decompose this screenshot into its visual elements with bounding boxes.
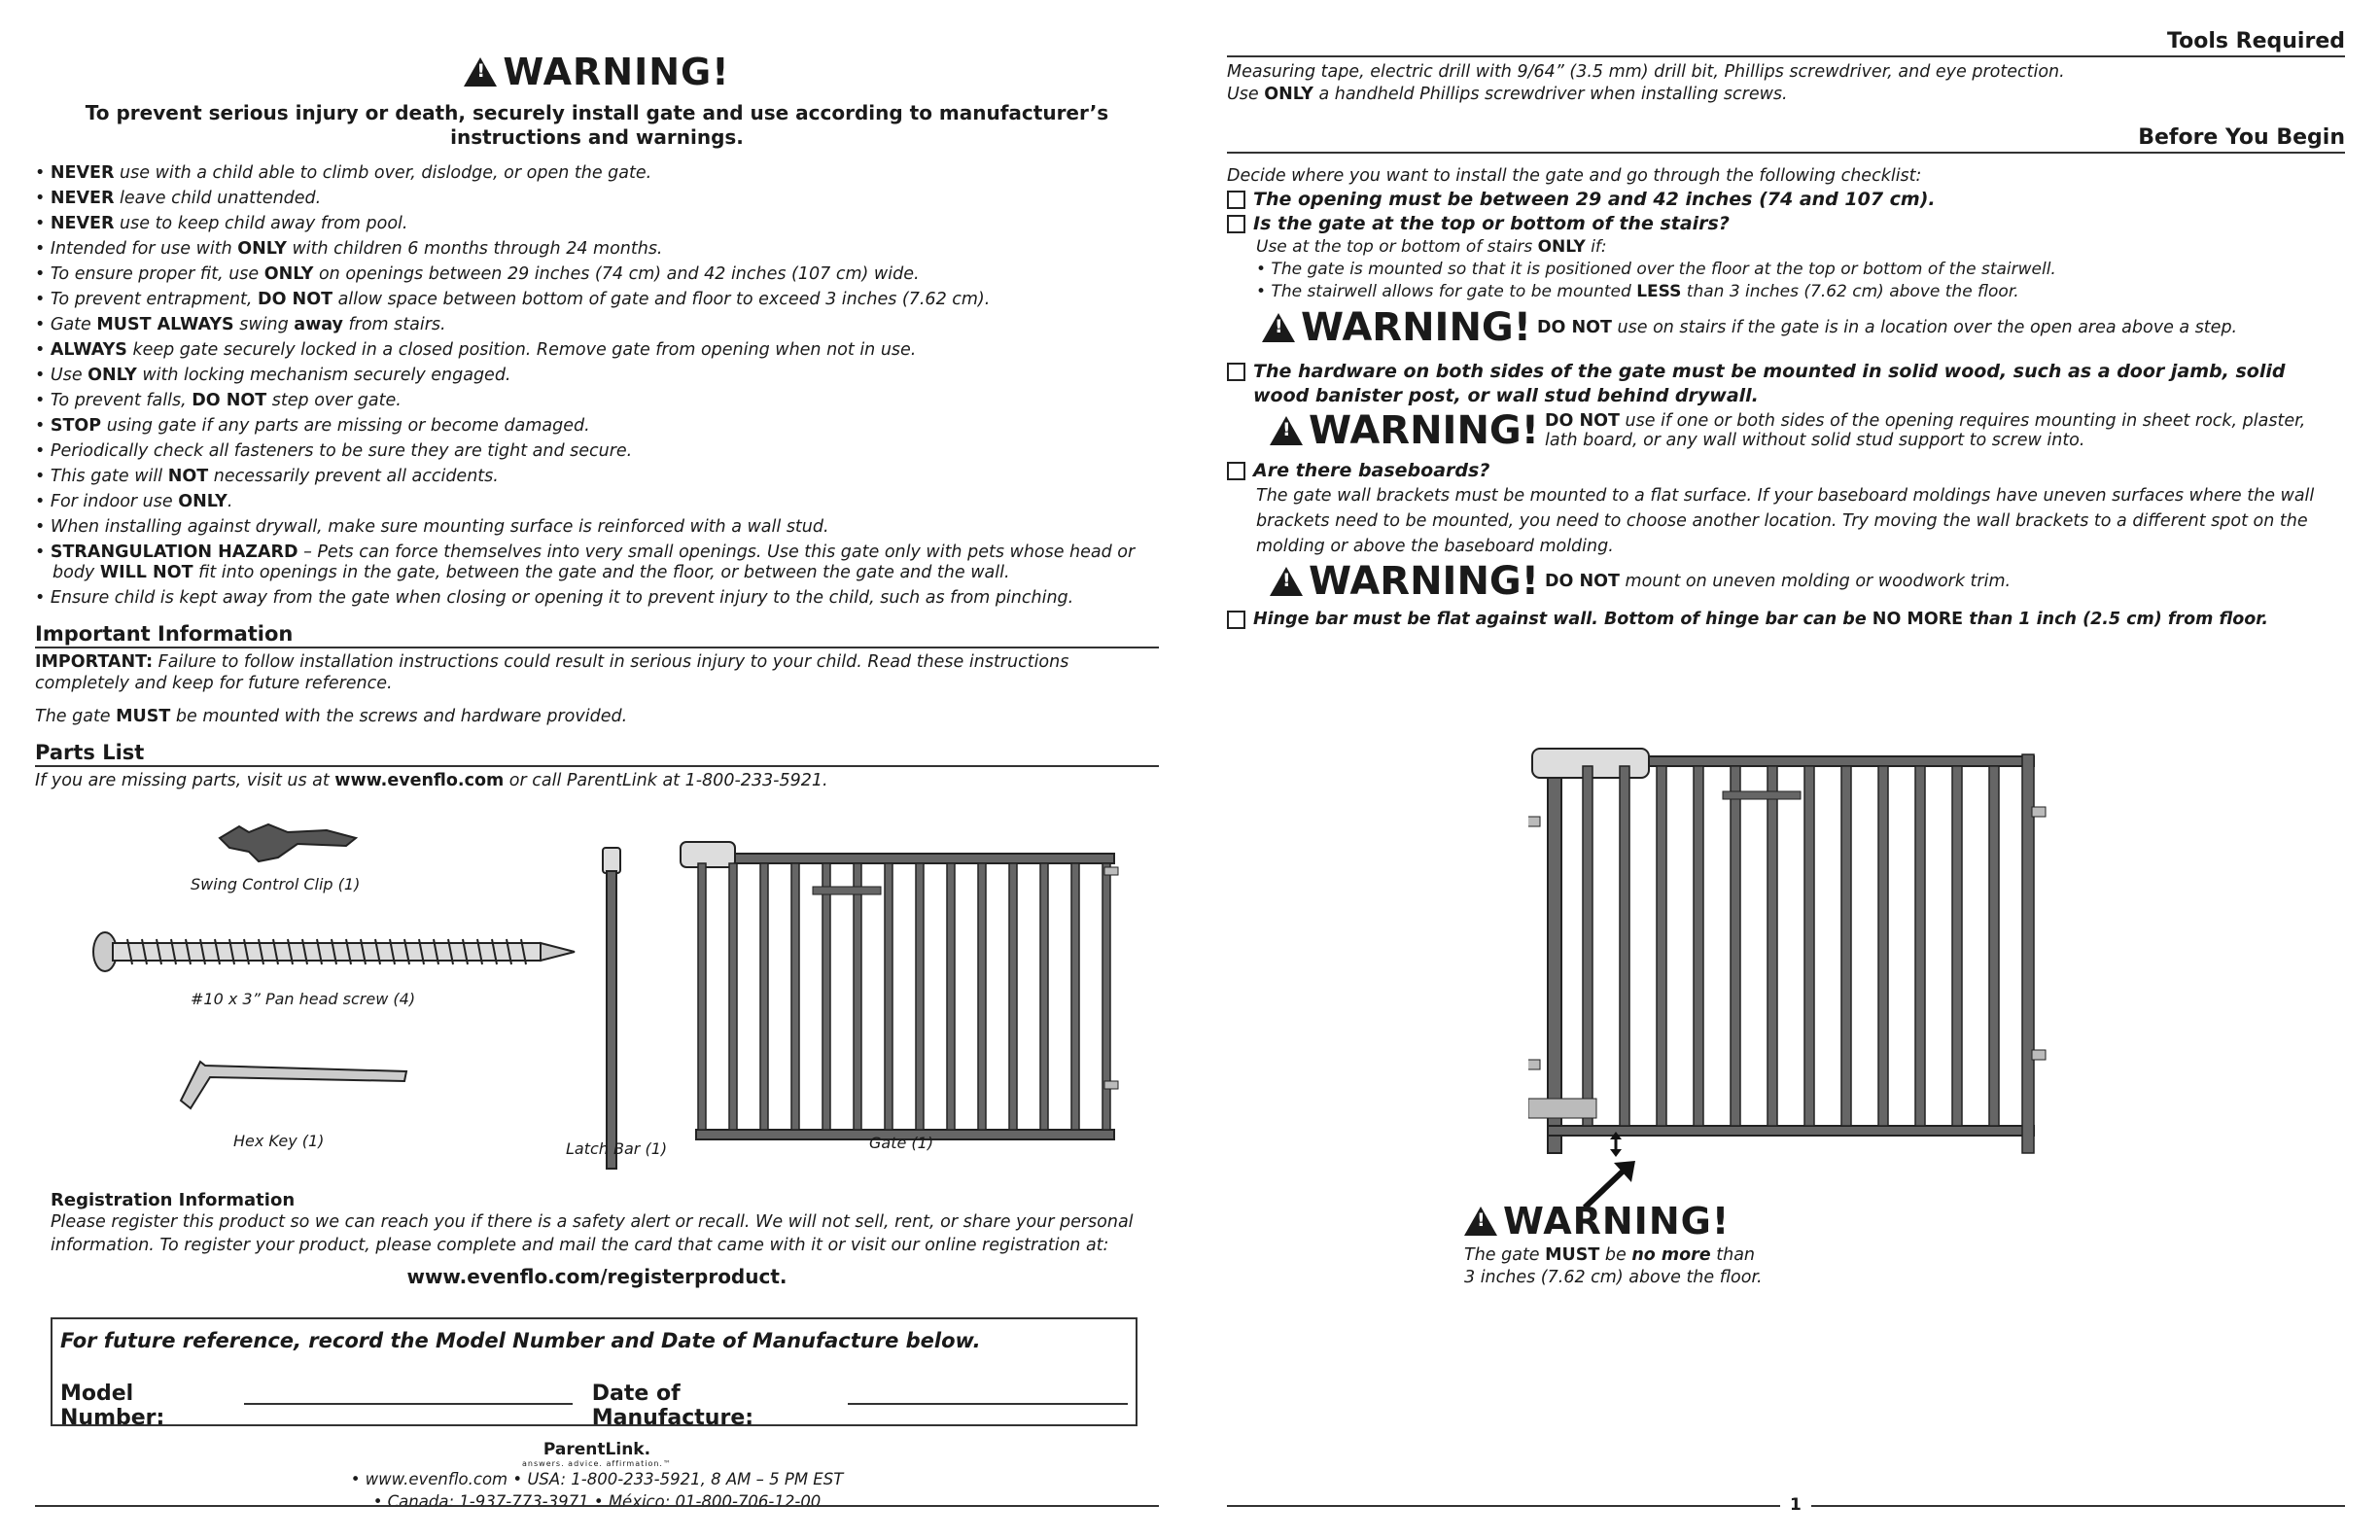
important-heading: Important Information [35,622,1159,648]
warning-bullet: • ALWAYS keep gate securely locked in a closed position. Remove gate from opening when not in use. [35,340,1159,361]
checkbox[interactable] [1227,215,1245,233]
left-bottom-rule [35,1505,1159,1507]
footer [35,1440,1159,1513]
stairs-bullet-1: • The gate is mounted so that it is positioned over the floor at the top or bottom of the stairwell. [1256,260,2056,279]
gate-warning-line-1: The gate MUST be no more than [1464,1245,1756,1265]
warning-bullet: • NEVER leave child unattended. [35,189,1159,209]
warning-triangle-icon [1262,313,1295,342]
checklist-item-3: The hardware on both sides of the gate must be mounted in solid wood, such as a door jamb, solid wood banister post, or wall stud behind drywall. [1227,360,2345,408]
evenflo-link[interactable]: www.evenflo.com [334,771,505,790]
missing-parts-text: If you are missing parts, visit us at www.evenflo.com or call ParentLink at 1-800-233-5921. [35,771,828,790]
warning-bullet: • Gate MUST ALWAYS swing away from stairs. [35,315,1159,335]
page-number: 1 [1780,1495,1811,1515]
warning-triangle-icon [464,57,497,87]
right-column [1227,0,2345,632]
model-number-label: Model Number: [60,1382,165,1430]
important-text: IMPORTANT: Failure to follow installation instructions could result in serious injury to your child. Read these instructions completely and keep for future reference. [35,652,1069,693]
registration-heading: Registration Information [51,1190,296,1210]
warning-bullet: • NEVER use with a child able to climb over, dislodge, or open the gate. [35,163,1159,184]
gate-mount-text: The gate MUST be mounted with the screws and hardware provided. [35,707,628,726]
checklist-item-4: Are there baseboards? [1227,459,2345,483]
warning-bullet: • To prevent entrapment, DO NOT allow space between bottom of gate and floor to exceed 3 inches (7.62 cm). [35,290,1159,310]
stairs-warning: ! WARNING! DO NOT use on stairs if the gate is in a location over the open area above a step. [1262,305,2345,350]
warning-bullet: • This gate will NOT necessarily prevent all accidents. [35,467,1159,487]
warning-bullet: • Ensure child is kept away from the gate when closing or opening it to prevent injury to the child, such as from pinching. [35,588,1159,609]
registration-link[interactable]: www.evenflo.com/registerproduct. [406,1265,788,1288]
molding-warning: ! WARNING! DO NOT mount on uneven molding or woodwork trim. [1270,559,2345,604]
warning-triangle-icon [1270,567,1303,596]
tools-heading: Tools Required [1227,29,2345,57]
checkbox[interactable] [1227,191,1245,209]
parts-illustration [35,791,1159,1190]
gate-warning: ! WARNING! The gate MUST be no more than 3 inches (7.62 cm) above the floor. [1464,1200,1763,1289]
warning-bullet: • STOP using gate if any parts are missing or become damaged. [35,416,1159,437]
footer-line-2: • Canada: 1-937-773-3971 • México: 01-800-706-12-00 [372,1492,822,1511]
warning-bullet: • To prevent falls, DO NOT step over gate. [35,391,1159,411]
gate-warning-line-2: 3 inches (7.62 cm) above the floor. [1464,1268,1763,1287]
hex-key-caption: Hex Key (1) [233,1132,325,1150]
before-intro: Decide where you want to install the gate and go through the following checklist: [1227,166,1922,186]
footer-line-1: • www.evenflo.com • USA: 1-800-233-5921, 8 AM – 5 PM EST [350,1470,844,1488]
date-field[interactable] [848,1382,1128,1405]
checklist-item-5: Hinge bar must be flat against wall. Bottom of hinge bar can be NO MORE than 1 inch (2.5 cm) from floor. [1227,608,2345,632]
warning-title: ! WARNING! [464,51,729,93]
model-number-field[interactable] [244,1382,573,1405]
warning-header [35,51,1159,150]
screw-caption: #10 x 3” Pan head screw (4) [191,990,416,1008]
checklist-item-2: Is the gate at the top or bottom of the stairs? [1227,212,2345,236]
gate-small-image [677,838,1143,1169]
before-heading: Before You Begin [1227,125,2345,154]
warning-bullets [35,163,1159,609]
checkbox[interactable] [1227,611,1245,629]
parentlink-logo: ParentLink. [542,1440,651,1459]
stairs-bullet-2: • The stairwell allows for gate to be mounted LESS than 3 inches (7.62 cm) above the floor. [1256,282,2019,301]
warning-bullet: • Intended for use with ONLY with children 6 months through 24 months. [35,239,1159,260]
warning-bullet: • When installing against drywall, make sure mounting surface is reinforced with a wall stud. [35,517,1159,538]
record-box [51,1317,1138,1430]
hex-key-image [171,1052,424,1120]
pan-head-screw-image [84,929,589,974]
warning-bullet: • STRANGULATION HAZARD – Pets can force themselves into very small openings. Use this gate only with pets whose head or body WILL NOT fit into openings in the gate, between the gate and the floor, or between the gate and the wall. [35,542,1159,583]
left-column [35,0,1159,1513]
warning-triangle-icon [1464,1207,1497,1236]
gate-caption: Gate (1) [869,1134,934,1152]
warning-bullet: • To ensure proper fit, use ONLY on openings between 29 inches (74 cm) and 42 inches (107 cm) wide. [35,264,1159,285]
stairs-sub: Use at the top or bottom of stairs ONLY if: [1256,237,1607,257]
tools-line-1: Measuring tape, electric drill with 9/64” (3.5 mm) drill bit, Phillips screwdriver, and eye protection. [1227,62,2065,82]
latch-bar-caption: Latch Bar (1) [566,1139,668,1158]
latch-bar-image [597,844,626,1174]
drywall-warning: ! WARNING! DO NOT use if one or both sides of the opening requires mounting in sheet rock, plaster, lath board, or any wall without solid stud support to screw into. [1270,408,2345,453]
checkbox[interactable] [1227,363,1245,381]
warning-bullet: • NEVER use to keep child away from pool. [35,214,1159,234]
warning-bullet: • Periodically check all fasteners to be sure they are tight and secure. [35,441,1159,462]
checkbox[interactable] [1227,462,1245,480]
parentlink-tagline: answers. advice. affirmation.™ [522,1459,672,1468]
swing-control-clip-image [210,819,366,867]
gate-installed-image [1528,739,2073,1157]
warning-triangle-icon [1270,416,1303,445]
checklist-item-1: The opening must be between 29 and 42 inches (74 and 107 cm). [1227,188,2345,212]
registration-text: Please register this product so we can reach you if there is a safety alert or recall. We will not sell, rent, or share your personal information. To register your product, please complete and mail the card that came with it or visit our online registration at: [51,1212,1134,1255]
warning-bullet: • For indoor use ONLY. [35,492,1159,512]
warning-bullet: • Use ONLY with locking mechanism securely engaged. [35,366,1159,386]
tools-line-2: Use ONLY a handheld Phillips screwdriver when installing screws. [1227,85,1788,104]
baseboard-text: The gate wall brackets must be mounted to a flat surface. If your baseboard moldings have uneven surfaces where the wall brackets need to be mounted, you need to choose another location. Try moving the wall brackets to a different spot on the molding or above the baseboard molding. [1256,486,2315,556]
clip-caption: Swing Control Clip (1) [191,875,361,893]
warning-subtitle: To prevent serious injury or death, securely install gate and use according to manufacturer’s instructions and warnings. [85,101,1109,149]
parts-heading: Parts List [35,741,1159,767]
record-lead: For future reference, record the Model Number and Date of Manufacture below. [60,1329,981,1352]
date-label: Date of Manufacture: [591,1382,754,1430]
